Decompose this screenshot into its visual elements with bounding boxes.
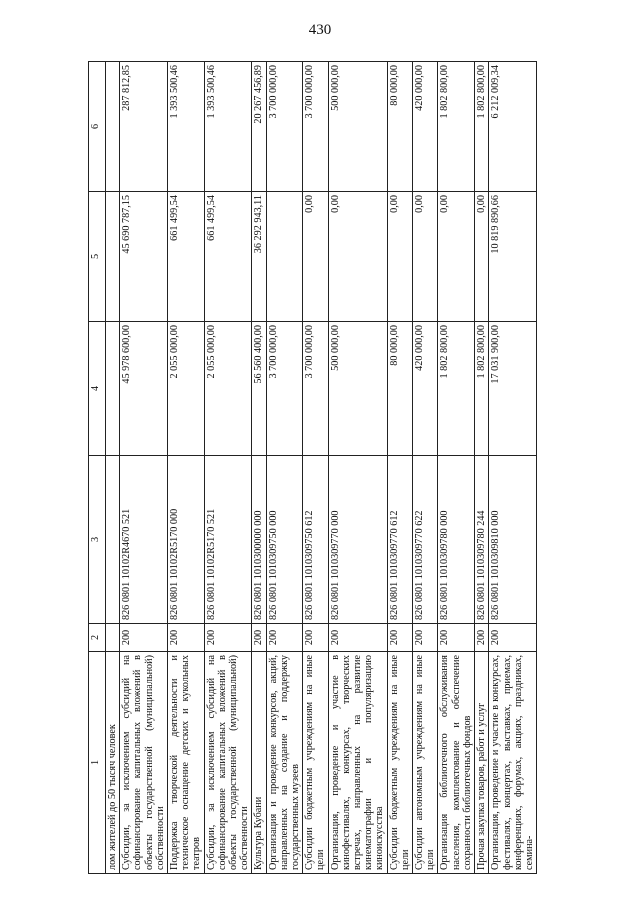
row-kbk: 826 0801 1010300000 000	[252, 456, 266, 624]
row-code	[106, 624, 120, 652]
row-code: 200	[252, 624, 266, 652]
row-code: 200	[475, 624, 489, 652]
row-value-col6: 3 700 000,00	[303, 62, 328, 192]
table-row	[106, 62, 120, 874]
column-header: 4	[89, 322, 106, 456]
row-value-col6: 287 812,85	[120, 62, 168, 192]
row-code: 200	[204, 624, 252, 652]
row-kbk	[106, 456, 120, 624]
row-name: Субсидии бюджетным учреждениям на иные цели	[303, 652, 328, 874]
row-value-col4: 420 000,00	[413, 322, 438, 456]
row-code: 200	[489, 624, 537, 652]
row-value-col4: 80 000,00	[387, 322, 412, 456]
row-value-col6: 420 000,00	[413, 62, 438, 192]
row-name: лом жителей до 50 тысяч человек	[106, 652, 120, 874]
row-name: Организация и проведение конкурсов, акций, направленных на создание и поддержку государственных музеев	[266, 652, 303, 874]
row-kbk: 826 0801 10102R5170 521	[204, 456, 252, 624]
row-kbk: 826 0801 1010309780 244	[475, 456, 489, 624]
row-name: Субсидии автономным учреждениям на иные цели	[413, 652, 438, 874]
row-value-col6: 1 802 800,00	[438, 62, 475, 192]
column-header: 1	[89, 652, 106, 874]
row-value-col4: 1 802 800,00	[438, 322, 475, 456]
row-name: Поддержка творческой деятельности и техническое оснащение детских и кукольных театров	[168, 652, 205, 874]
row-kbk: 826 0801 1010309770 000	[328, 456, 387, 624]
table-row	[438, 62, 475, 874]
row-value-col6: 1 802 800,00	[475, 62, 489, 192]
column-header: 2	[89, 624, 106, 652]
row-kbk: 826 0801 1010309780 000	[438, 456, 475, 624]
row-kbk: 826 0801 1010309750 612	[303, 456, 328, 624]
row-value-col5: 36 292 943,11	[252, 192, 266, 322]
table-row	[413, 62, 438, 874]
column-header: 5	[89, 192, 106, 322]
row-name: Субсидии, за исключением субсидий на софинансирование капитальных вложений в объекты государственной (муниципальной) собственности	[204, 652, 252, 874]
row-name: Субсидии бюджетным учреждениям на иные цели	[387, 652, 412, 874]
row-value-col4	[106, 322, 120, 456]
row-code: 200	[387, 624, 412, 652]
table-header-row	[89, 62, 106, 874]
row-value-col4: 3 700 000,00	[266, 322, 303, 456]
rotated-content	[88, 62, 604, 874]
row-value-col4: 45 978 600,00	[120, 322, 168, 456]
row-value-col4: 3 700 000,00	[303, 322, 328, 456]
row-name: Культура Кубани	[252, 652, 266, 874]
row-code: 200	[438, 624, 475, 652]
row-value-col6: 1 393 500,46	[168, 62, 205, 192]
row-name: Субсидии, за исключением субсидий на софинансирование капитальных вложений в объекты государственной (муниципальной) собственности	[120, 652, 168, 874]
row-value-col6: 80 000,00	[387, 62, 412, 192]
row-code: 200	[168, 624, 205, 652]
table-row	[489, 62, 537, 874]
table-row	[252, 62, 266, 874]
table-row	[387, 62, 412, 874]
row-value-col4: 56 560 400,00	[252, 322, 266, 456]
row-value-col6: 3 700 000,00	[266, 62, 303, 192]
row-kbk: 826 0801 1010309770 612	[387, 456, 412, 624]
table-row	[303, 62, 328, 874]
row-value-col4: 2 055 000,00	[204, 322, 252, 456]
budget-table	[88, 61, 537, 874]
column-header: 3	[89, 456, 106, 624]
row-kbk: 826 0801 10102R5170 000	[168, 456, 205, 624]
table-row	[328, 62, 387, 874]
row-value-col5: 661 499,54	[204, 192, 252, 322]
row-value-col6: 500 000,00	[328, 62, 387, 192]
page-number: 430	[308, 22, 332, 38]
row-value-col5: 0,00	[438, 192, 475, 322]
row-value-col6: 1 393 500,46	[204, 62, 252, 192]
row-kbk: 826 0801 1010309770 622	[413, 456, 438, 624]
table-rotation-frame	[88, 62, 604, 874]
row-value-col5: 45 690 787,15	[120, 192, 168, 322]
row-value-col5	[266, 192, 303, 322]
row-value-col5: 0,00	[475, 192, 489, 322]
row-value-col5: 0,00	[387, 192, 412, 322]
row-kbk: 826 0801 1010309750 000	[266, 456, 303, 624]
row-value-col5	[106, 192, 120, 322]
row-code: 200	[120, 624, 168, 652]
row-value-col4: 1 802 800,00	[475, 322, 489, 456]
row-code: 200	[303, 624, 328, 652]
row-value-col6: 20 267 456,89	[252, 62, 266, 192]
row-kbk: 826 0801 1010309810 000	[489, 456, 537, 624]
row-code: 200	[413, 624, 438, 652]
row-value-col6	[106, 62, 120, 192]
table-row	[168, 62, 205, 874]
row-value-col4: 500 000,00	[328, 322, 387, 456]
table-row	[204, 62, 252, 874]
row-name: Организация, проведение и участие в кинофестивалях, конкурсах, творческих встречах, направленных на развитие кинематографии и популяризацию киноискусства	[328, 652, 387, 874]
row-value-col5: 661 499,54	[168, 192, 205, 322]
row-value-col4: 17 031 900,00	[489, 322, 537, 456]
row-value-col6: 6 212 009,34	[489, 62, 537, 192]
row-value-col5: 0,00	[328, 192, 387, 322]
row-value-col4: 2 055 000,00	[168, 322, 205, 456]
table-row	[266, 62, 303, 874]
row-code: 200	[328, 624, 387, 652]
row-code: 200	[266, 624, 303, 652]
row-name: Организация библиотечного обслуживания населения, комплектование и обеспечение сохранности библиотечных фондов	[438, 652, 475, 874]
row-value-col5: 0,00	[413, 192, 438, 322]
row-value-col5: 0,00	[303, 192, 328, 322]
row-name: Организация, проведение и участие в конкурсах, фестивалях, концертах, выставках, приемах, конференциях, форумах, акциях, праздниках, семина-	[489, 652, 537, 874]
column-header: 6	[89, 62, 106, 192]
row-kbk: 826 0801 10102R4670 521	[120, 456, 168, 624]
table-row	[475, 62, 489, 874]
row-value-col5: 10 819 890,66	[489, 192, 537, 322]
row-name: Прочая закупка товаров, работ и услуг	[475, 652, 489, 874]
table-row	[120, 62, 168, 874]
